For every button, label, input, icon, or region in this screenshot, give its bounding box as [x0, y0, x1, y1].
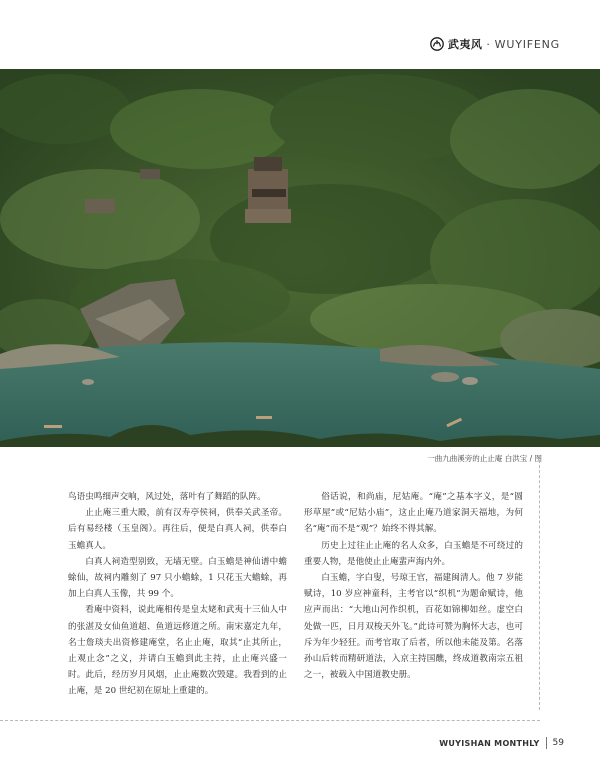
- dashed-divider-horizontal: [0, 720, 540, 721]
- paragraph: 鸟语虫鸣细声交响，风过处，落叶有了舞蹈的队阵。: [68, 492, 266, 502]
- page-number: 59: [552, 738, 564, 748]
- photo-caption: 一曲九曲溪旁的止止庵 白洪宝 / 图: [427, 454, 542, 463]
- aerial-photo-illustration: [0, 69, 600, 447]
- section-name-en: WUYIFENG: [494, 37, 560, 51]
- aerial-photo: [0, 69, 600, 447]
- section-dot: ·: [486, 37, 491, 51]
- paragraph: 看庵中资料，说此庵相传是皇太姥和武夷十三仙人中的张湛及女仙鱼道超、鱼道远修道之所。南宋嘉定九年，名士詹琰夫出资修建庵堂，名止止庵，取其“止其所止，止观止念”之义，并请白玉蟾到此主持，止止庵兴盛一时。此后，经历岁月风烟，止止庵数次毁建。我看到的止止庵，是 20 世纪初在原址上重建的。: [68, 605, 287, 697]
- article-column-right: [304, 489, 523, 683]
- page-footer: [439, 737, 564, 749]
- paragraph: 历史上过往止止庵的名人众多，白玉蟾是不可绕过的重要人物，是他使止止庵蜚声海内外。: [304, 540, 523, 567]
- paragraph: 俗话说，和尚庙，尼姑庵。“庵”之基本字义，是“圆形草屋”或“尼姑小庙”，这止止庵乃道家洞天福地，为何名“庵”而不是“观”？始终不得其解。: [304, 492, 523, 535]
- paragraph: 止止庵三重大殿，前有汉寿亭侯祠，供奉关武圣帝。后有易经楼（玉皇阁）。再往后，便是白真人祠，供奉白玉蟾真人。: [68, 508, 287, 551]
- dashed-divider-vertical: [539, 455, 540, 710]
- paragraph: 白真人祠造型别致，无墙无壁。白玉蟾是神仙谱中蟾蜍仙，故祠内雕刻了 97 只小蟾蜍，1 只花玉大蟾蜍，再加上白真人玉像，共 99 个。: [68, 556, 287, 600]
- section-name-cn: 武夷风: [447, 38, 483, 51]
- paragraph: 白玉蟾，字白叟，号琼王官，福建闽清人。他 7 岁能赋诗，10 岁应神童科，主考官以“织机”为题命赋诗，他应声而出：“大地山河作织机，百花如锦柳如丝。虚空白处做一匹，日月双梭天外飞。”此诗可赞为胸怀大志，也可斥为年少轻狂。而考官取了后者，所以他未能及第。名落孙山后转而精研道法，入京主持国醮，终成道教南宗五祖之一，被载入中国道教史册。: [304, 573, 523, 681]
- article-column-left: [68, 489, 287, 700]
- wuyi-emblem-icon: [430, 37, 444, 51]
- magazine-name: WUYISHAN MONTHLY: [439, 738, 540, 748]
- footer-separator: [546, 737, 547, 749]
- section-header: [430, 36, 560, 52]
